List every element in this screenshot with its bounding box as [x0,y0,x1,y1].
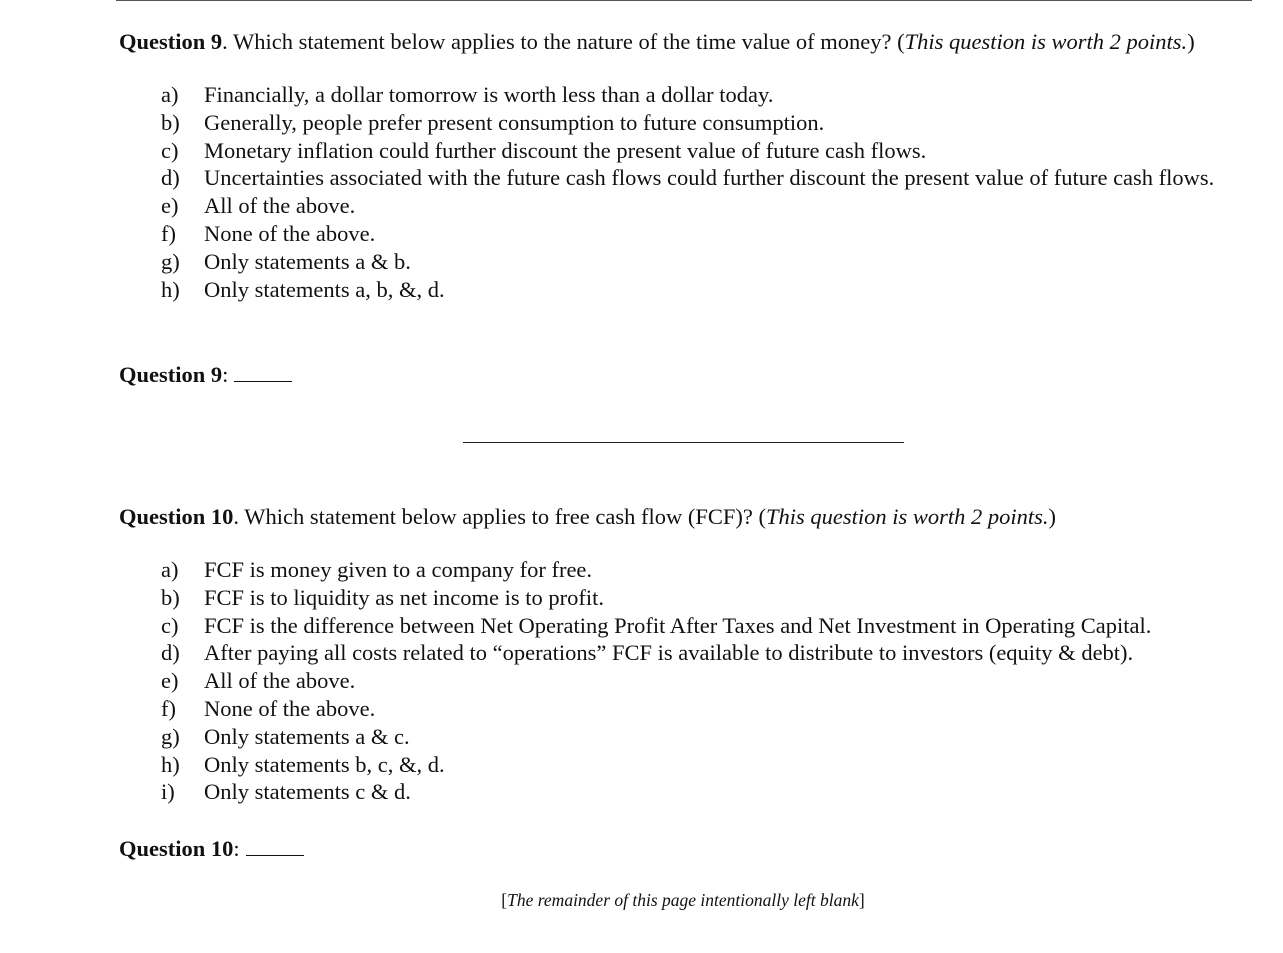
option-text: FCF is the difference between Net Operating Profit After Taxes and Net Investment in Operating Capital. [204,612,1152,638]
option-letter: h) [161,276,180,302]
option-letter: a) [161,82,179,107]
option-text: Only statements a, b, &, d. [204,276,445,302]
option-letter: f) [161,220,176,246]
option-letter: c) [161,612,179,638]
option-letter: d) [161,640,180,666]
option-text: Monetary inflation could further discount the present value of future cash flows. [204,137,927,163]
option-item [119,220,1254,248]
question-10-answer-line: Question 10: [119,836,304,862]
option-letter: e) [161,193,179,219]
question-10-block [119,503,1254,806]
option-text: Only statements a & b. [204,248,411,274]
question-9-points-note: This question is worth 2 points. [904,29,1188,54]
question-10-options [119,556,1254,806]
question-9-label: Question 9 [119,29,223,54]
option-item [119,667,1254,695]
option-letter: a) [161,557,179,582]
option-letter: i) [161,779,175,805]
question-10-answer-label: Question 10 [119,836,234,861]
blank-page-note: [The remainder of this page intentionally left blank] [501,890,865,910]
top-rule [116,0,1252,1]
option-item [119,192,1254,220]
question-10-title: Question 10. Which statement below applies to free cash flow (FCF)? (This question is worth 2 points.) [119,504,1056,529]
option-item [119,695,1254,723]
question-10-points-note: This question is worth 2 points. [765,504,1049,529]
question-9-block [119,28,1254,303]
question-9-text: . Which statement below applies to the nature of the time value of money? ( [222,29,905,54]
option-item [119,248,1254,276]
option-letter: g) [161,723,180,749]
option-letter: d) [161,165,180,191]
option-item [119,137,1254,165]
option-letter: b) [161,584,180,610]
option-text: None of the above. [204,695,376,721]
option-item [119,612,1254,640]
blank-page-note-text: The remainder of this page intentionally left blank [507,890,859,910]
option-text: Only statements c & d. [204,779,411,805]
option-text: Uncertainties associated with the future cash flows could further discount the present value of future cash flows. [204,165,1215,191]
question-9-answer-blank[interactable] [234,363,292,382]
option-item [119,584,1254,612]
option-item [119,778,1254,806]
option-letter: e) [161,668,179,694]
option-text: FCF is money given to a company for free. [204,557,593,582]
question-9-options [119,81,1254,303]
option-letter: c) [161,137,179,163]
option-item [119,276,1254,304]
option-item [119,556,1254,584]
option-text: FCF is to liquidity as net income is to profit. [204,584,605,610]
option-text: All of the above. [204,668,356,694]
option-letter: h) [161,751,180,777]
option-letter: f) [161,695,176,721]
option-item [119,723,1254,751]
question-10-label: Question 10 [119,504,234,529]
question-9-answer-label: Question 9 [119,362,223,387]
option-item [119,751,1254,779]
option-text: All of the above. [204,193,356,219]
option-text: Only statements a & c. [204,723,410,749]
question-9-title: Question 9. Which statement below applies to the nature of the time value of money? (This question is worth 2 points.) [119,29,1195,54]
question-9-answer-line: Question 9: [119,362,292,388]
option-item [119,639,1254,667]
option-item [119,164,1254,192]
option-item [119,109,1254,137]
option-text: After paying all costs related to “operations” FCF is available to distribute to investors (equity & debt). [204,640,1134,666]
section-divider [463,442,904,443]
option-letter: b) [161,109,180,135]
option-text: None of the above. [204,220,376,246]
option-text: Only statements b, c, &, d. [204,751,445,777]
question-10-text: . Which statement below applies to free cash flow (FCF)? ( [233,504,766,529]
option-text: Financially, a dollar tomorrow is worth less than a dollar today. [204,82,774,107]
option-letter: g) [161,248,180,274]
question-10-answer-blank[interactable] [246,837,304,856]
option-text: Generally, people prefer present consumption to future consumption. [204,109,825,135]
option-item [119,81,1254,109]
